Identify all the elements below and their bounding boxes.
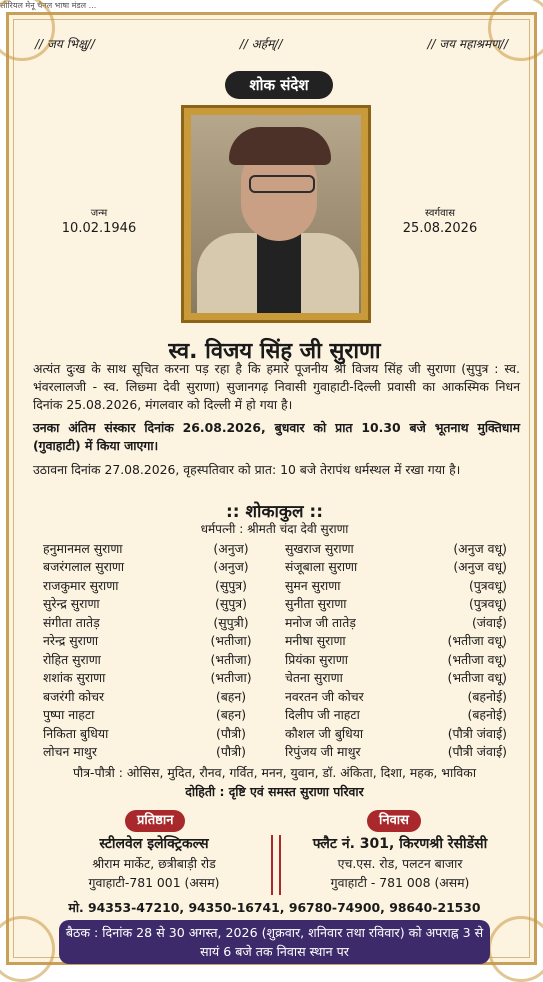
relative-relation: (बहन) <box>215 707 247 723</box>
relative-row <box>43 650 507 669</box>
slogan-right: // जय महाश्रमण// <box>427 37 508 51</box>
relative-relation: (पौत्री) <box>216 744 246 760</box>
clipped-header-strip: सीरियल मेनू चैनल भाषा मंडल ... <box>0 1 97 10</box>
spouse-name: सुमन सुराणा <box>285 577 341 593</box>
uthavna-paragraph: उठावना दिनांक 27.08.2026, वृहस्पतिवार को प्रात: 10 बजे तेरापंथ धर्मस्थल में रखा गया है। <box>33 462 461 477</box>
relative-relation: (बहन) <box>215 688 247 704</box>
mobile-numbers: मो. 94353-47210, 94350-16741, 96780-74900, 98640-21530 <box>68 900 481 915</box>
relative-relation: (सुपुत्री) <box>213 614 249 630</box>
spouse-relation: (अनुज वधू) <box>453 540 507 556</box>
death-date: 25.08.2026 <box>402 221 478 236</box>
relative-row <box>43 743 507 762</box>
business-address <box>49 835 259 892</box>
slogan-center: // अर्हम्// <box>239 37 283 51</box>
residence-badge: निवास <box>367 810 421 832</box>
death-info <box>395 205 485 236</box>
portrait-frame <box>181 105 371 323</box>
spouse-relation: (पौत्री जंवाई) <box>447 725 507 741</box>
relative-row <box>43 687 507 706</box>
spouse-relation: (बहनोई) <box>467 707 507 723</box>
spouse-relation: (भतीजा वधू) <box>447 651 507 667</box>
spouse-relation: (पौत्री जंवाई) <box>447 744 507 760</box>
relative-row <box>43 632 507 651</box>
business-line3: गुवाहाटी-781 001 (असम) <box>88 875 220 890</box>
relative-name: राजकुमार सुराणा <box>43 577 119 593</box>
relative-name: शशांक सुराणा <box>43 670 106 686</box>
relative-name: नरेन्द्र सुराणा <box>43 633 99 649</box>
cremation-paragraph: उनका अंतिम संस्कार दिनांक 26.08.2026, बुधवार को प्रात 10.30 बजे भूतनाथ मुक्तिधाम (गुवाहाटी) में किया जाएगा। <box>33 420 520 453</box>
relative-relation: (अनुज) <box>213 540 249 556</box>
spouse-relation: (भतीजा वधू) <box>447 633 507 649</box>
relative-relation: (पौत्री) <box>216 725 246 741</box>
relative-row <box>43 595 507 614</box>
spouse-name: कौशल जी बुधिया <box>285 725 364 741</box>
spouse-name: चेतना सुराणा <box>285 670 343 686</box>
spouse-name: मनोज जी तातेड़ <box>285 614 356 630</box>
portrait-photo <box>191 115 361 313</box>
spouse-name: प्रियंका सुराणा <box>285 651 348 667</box>
relative-name: बजरंगलाल सुराणा <box>43 559 125 575</box>
spouse-relation: (अनुज वधू) <box>453 559 507 575</box>
condolence-heading: शोक संदेश <box>225 71 333 99</box>
business-line2: श्रीराम मार्केट, छत्रीबाड़ी रोड <box>92 856 216 871</box>
spouse-relation: (बहनोई) <box>467 688 507 704</box>
spouse-name: नवरतन जी कोचर <box>285 688 364 704</box>
relative-name: सुरेन्द्र सुराणा <box>43 596 100 612</box>
column-divider <box>271 835 281 895</box>
spouse-name: रिपुंजय जी माथुर <box>285 744 361 760</box>
relatives-list <box>43 539 507 761</box>
spouse-name: संजूबाला सुराणा <box>285 559 358 575</box>
mourners-title: :: शोकाकुल :: <box>225 502 324 522</box>
relative-name: संगीता तातेड़ <box>43 614 100 630</box>
relative-row <box>43 613 507 632</box>
spouse-name: सुनीता सुराणा <box>285 596 347 612</box>
spouse-relation: (पुत्रवधू) <box>468 577 507 593</box>
obituary-card <box>6 12 537 965</box>
spouse-name: सुखराज सुराणा <box>285 540 354 556</box>
grandchildren-line: पौत्र-पौत्री : ओसिस, मुदित, रौनव, गर्वित, मनन, युवान, डॉ. अंकिता, दिशा, महक, भाविका <box>72 765 477 780</box>
relative-relation: (अनुज) <box>213 559 249 575</box>
relative-row <box>43 724 507 743</box>
relative-relation: (भतीजा) <box>210 633 252 649</box>
relative-relation: (सुपुत्र) <box>215 577 247 593</box>
spouse-line: धर्मपत्नी : श्रीमती चंदा देवी सुराणा <box>200 522 349 536</box>
corner-ornament <box>488 916 543 982</box>
slogan-left: // जय भिक्षु// <box>35 37 95 51</box>
residence-line2: एच.एस. रोड, पलटन बाजार <box>337 856 463 871</box>
relative-relation: (सुपुत्र) <box>215 596 247 612</box>
relative-row <box>43 558 507 577</box>
residence-name: फ्लैट नं. 301, किरणश्री रेसीडेंसी <box>312 836 488 852</box>
meeting-banner: बैठक : दिनांक 28 से 30 अगस्त, 2026 (शुक्रवार, शनिवार तथा रविवार) को अपराह्न 3 से सायं 6 बजे तक निवास स्थान पर <box>59 920 490 964</box>
birth-label: जन्म <box>90 208 108 219</box>
spouse-relation: (भतीजा वधू) <box>447 670 507 686</box>
spouse-name: मनीषा सुराणा <box>285 633 346 649</box>
death-label: स्वर्गवास <box>425 208 455 219</box>
relative-row <box>43 576 507 595</box>
relative-name: हनुमानमल सुराणा <box>43 540 123 556</box>
residence-line3: गुवाहाटी - 781 008 (असम) <box>330 875 470 890</box>
spouse-relation: (जंवाई) <box>471 614 507 630</box>
relative-relation: (भतीजा) <box>210 651 252 667</box>
spouse-relation: (पुत्रवधू) <box>468 596 507 612</box>
announcement-paragraph: अत्यंत दुःख के साथ सूचित करना पड़ रहा है कि हमारे पूजनीय श्री विजय सिंह जी सुराणा (सुपुत्र : स्व. भंवरलालजी - स्व. लिछ्मा देवी सुराणा) सुजानगढ़ निवासी गुवाहाटी-दिल्ली प्रवासी का आकस्मिक निधन दिनांक 25.08.2026, मंगलवार को दिल्ली में हो गया है। <box>33 361 520 412</box>
residence-address <box>285 835 515 892</box>
relative-row <box>43 706 507 725</box>
daughters-children-line: दोहिती : दृष्टि एवं समस्त सुराणा परिवार <box>185 784 364 799</box>
relative-row <box>43 539 507 558</box>
relative-name: बजरंगी कोचर <box>43 688 105 704</box>
relative-name: निकिता बुधिया <box>43 725 109 741</box>
birth-date: 10.02.1946 <box>61 221 137 236</box>
spouse-name: दिलीप जी नाहटा <box>285 707 360 723</box>
top-slogans <box>35 35 508 52</box>
relative-name: पुष्पा नाहटा <box>43 707 95 723</box>
business-badge: प्रतिष्ठान <box>125 810 185 832</box>
relative-name: लोचन माथुर <box>43 744 97 760</box>
relative-name: रोहित सुराणा <box>43 651 101 667</box>
relative-row <box>43 669 507 688</box>
deceased-name: स्व. विजय सिंह जी सुराणा <box>168 339 381 364</box>
business-name: स्टीलवेल इलेक्ट्रिकल्स <box>99 836 209 852</box>
relative-relation: (भतीजा) <box>210 670 252 686</box>
birth-info <box>59 205 139 236</box>
